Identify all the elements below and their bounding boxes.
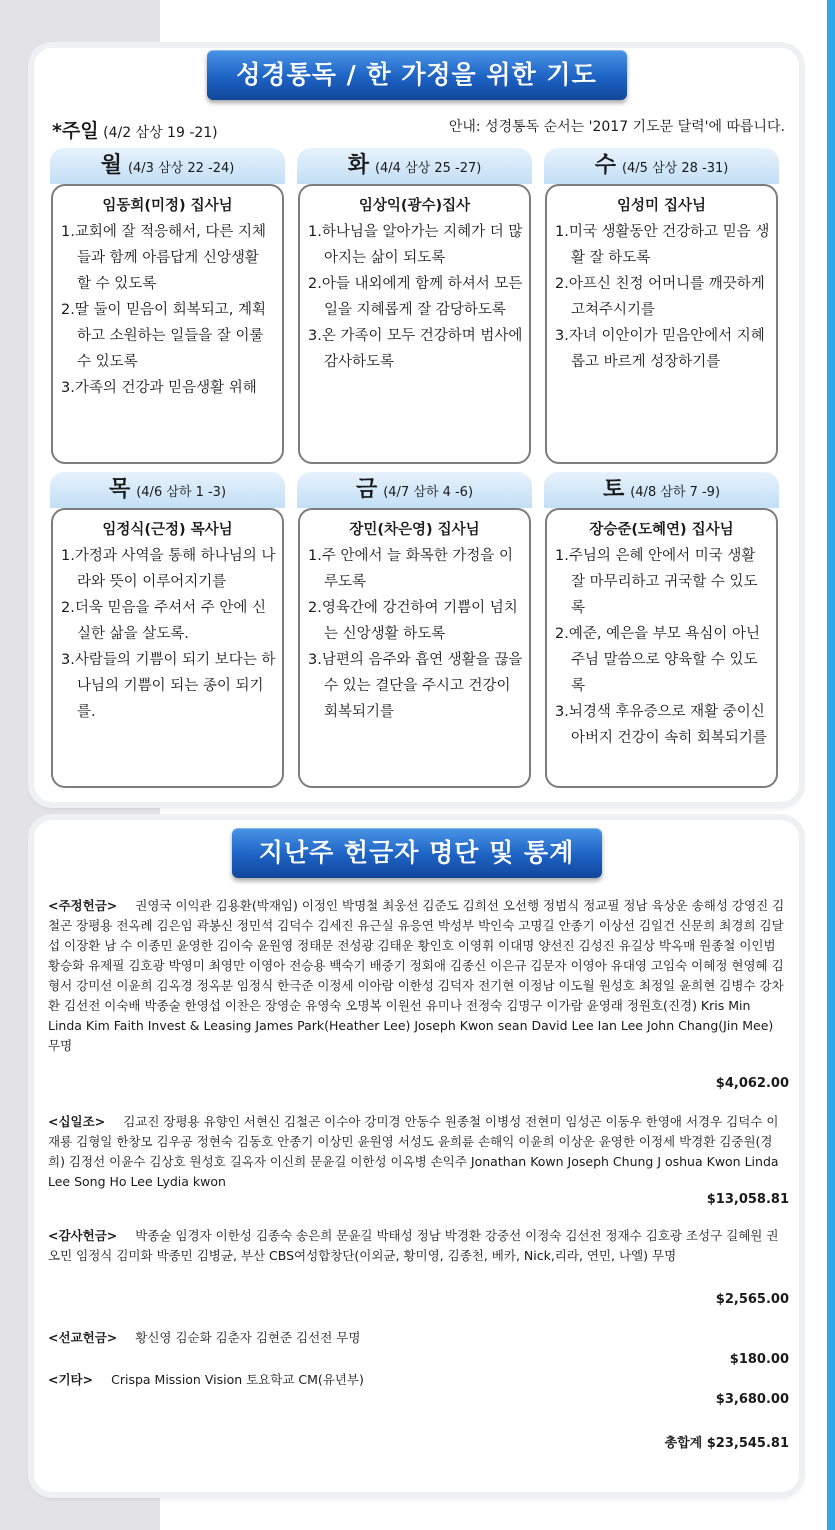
day-card-sat (545, 508, 778, 788)
right-blue-strip (827, 0, 835, 1530)
prayer-panel (34, 48, 799, 802)
prayer-item: 2.영육간에 강건하여 기쁨이 넘치는 신앙생활 하도록 (308, 600, 518, 642)
offering-amount: $13,058.81 (706, 1192, 789, 1207)
day-tab-fri (297, 472, 532, 508)
prayer-item: 1.주님의 은혜 안에서 미국 생활 잘 마무리하고 귀국할 수 있도록 (555, 548, 758, 616)
day-card-wed (545, 184, 778, 464)
prayer-item: 1.하나님을 알아가는 지혜가 더 많아지는 삶이 되도록 (308, 224, 523, 266)
prayer-item: 1.주 안에서 늘 화목한 가정을 이루도록 (308, 548, 513, 590)
prayer-item: 2.딸 둘이 믿음이 회복되고, 계획하고 소원하는 일들을 잘 이룰 수 있도록 (61, 302, 266, 370)
day-tab-sat (544, 472, 779, 508)
day-tab-mon (50, 148, 285, 184)
offering-title: 지난주 헌금자 명단 및 통계 (232, 828, 602, 878)
prayer-item: 2.아프신 친정 어머니를 깨끗하게 고쳐주시기를 (555, 276, 765, 318)
day-tab-wed (544, 148, 779, 184)
family-name: 장승준(도혜연) 집사님 (589, 522, 734, 538)
day-card-fri (298, 508, 531, 788)
day-name: 금 (355, 477, 378, 502)
reading-notice: 안내: 성경통독 순서는 '2017 기도문 달력'에 따릅니다. (448, 119, 785, 135)
offering-names: Crispa Mission Vision 토요학교 CM(유년부) (111, 1372, 364, 1387)
day-card-thu (51, 508, 284, 788)
day-card-tue (298, 184, 531, 464)
offering-names: 황신영 김순화 김춘자 김현준 김선전 무명 (135, 1330, 361, 1345)
prayer-title: 성경통독 / 한 가정을 위한 기도 (207, 50, 627, 100)
prayer-item: 3.가족의 건강과 믿음생활 위해 (61, 380, 257, 396)
offering-amount: $3,680.00 (715, 1392, 789, 1407)
offering-group-thanks (48, 1226, 788, 1266)
offering-names: 박종술 임경자 이한성 김종숙 송은희 문윤길 박태성 정남 박경환 강중선 이정숙 김선전 정재수 김호광 조성구 길혜원 권오민 임정식 김미화 박종민 김병균, 부산 CBS여성합창단(이외균, 황미영, 김종천, 베카, Nick,리라, 연민, 나엘) 무명 (48, 1228, 779, 1263)
offering-label: <기타> (48, 1372, 94, 1387)
day-name: 월 (100, 153, 122, 178)
offering-amount: $180.00 (729, 1352, 789, 1367)
offering-names: 김교진 장평용 유향인 서현신 김철곤 이수아 강미경 안동수 원종철 이병성 전현미 임성곤 이동우 한영애 서경우 김덕수 이재룡 김형일 한창모 김우공 정현숙 김동호 안종기 이상민 윤원영 서성도 윤희륜 손해익 이윤희 이상운 윤영한 이정세 박경환 김중원(경희) 김정선 이윤수 김상호 원성호 길옥자 이신희 문윤길 이한성 이옥병 손익주 Jonathan Kown Joseph Chung J oshua Kwon Linda Lee Song Ho Lee Lydia kwon (48, 1114, 779, 1189)
day-tab-tue (297, 148, 532, 184)
prayer-item: 3.자녀 이안이가 믿음안에서 지혜롭고 바르게 성장하기를 (555, 328, 765, 370)
day-ref: (4/8 삼하 7 -9) (630, 485, 721, 500)
day-ref: (4/6 삼하 1 -3) (136, 485, 227, 500)
offering-label: <주정헌금> (48, 898, 118, 913)
offering-names: 권영국 이익관 김용환(박재임) 이정인 박명철 최웅선 김준도 김희선 오선행 정범식 정교필 정남 육상운 송해성 강영진 김철곤 장평용 전옥례 김은임 곽봉신 정민석 김덕수 김세진 유근실 유응연 박성부 박인숙 고명길 안종기 이상선 김일건 신문희 최경희 김달섭 이장환 남 수 이종민 윤영한 김이숙 윤원영 정태문 전성광 김태운 황인호 이영휘 이대명 양선진 김성진 유길상 박옥매 원종철 이인범 황승화 유제필 김호광 박영미 최영만 이영아 전승용 백숙기 배중기 정회애 김종신 이은규 김문자 이영아 유대영 고임숙 이혜정 현영혜 김형서 강미선 이윤희 김옥경 정옥분 임정식 한극준 이정세 이아람 이한성 김덕자 전기현 이정남 이도월 원성호 최정일 윤희현 김병수 강차환 김선전 이숙배 박종술 한영섭 이찬은 장영순 유영숙 오명복 이원선 유미나 전정숙 김명구 이가람 윤영래 정원호(진경) Kris Min Linda Kim Faith Invest & Leasing James Park(Heather Lee) Joseph Kwon sean David Lee Ian Lee John Chang(Jin Mee) 무명 (48, 898, 785, 1053)
offering-group-tithe (48, 1112, 788, 1192)
offering-label: <감사헌금> (48, 1228, 118, 1243)
offering-group-tithe-weekly (48, 896, 788, 1056)
family-name: 임동희(미정) 집사님 (102, 198, 233, 214)
family-name: 임상익(광수)집사 (358, 198, 471, 214)
prayer-item: 2.아들 내외에게 함께 하셔서 모든 일을 지혜롭게 잘 감당하도록 (308, 276, 523, 318)
offering-label: <십일조> (48, 1114, 106, 1129)
day-ref: (4/4 삼상 25 -27) (374, 161, 482, 176)
family-name: 장민(차은영) 집사님 (349, 522, 480, 538)
sunday-reading (52, 116, 218, 143)
prayer-item: 3.온 가족이 모두 건강하며 범사에 감사하도록 (308, 328, 523, 370)
day-ref: (4/7 삼하 4 -6) (383, 485, 474, 500)
prayer-item: 3.사람들의 기쁨이 되기 보다는 하나님의 기쁨이 되는 종이 되기를. (61, 652, 276, 720)
family-name: 임정식(근정) 목사님 (102, 522, 233, 538)
prayer-item: 2.예준, 예은을 부모 욕심이 아닌 주님 말씀으로 양육할 수 있도록 (555, 626, 760, 694)
day-name: 화 (347, 153, 369, 178)
offering-amount: $4,062.00 (715, 1076, 789, 1091)
prayer-item: 2.더욱 믿음을 주셔서 주 안에 신실한 삶을 살도록. (61, 600, 266, 642)
prayer-item: 3.뇌경색 후유증으로 재활 중이신 아버지 건강이 속히 회복되기를 (555, 704, 767, 746)
total-amount: $23,545.81 (706, 1436, 789, 1451)
offering-label: <선교헌금> (48, 1330, 118, 1345)
day-name: 수 (594, 153, 616, 178)
offering-amount: $2,565.00 (715, 1292, 789, 1307)
day-card-mon (51, 184, 284, 464)
sunday-label: *주일 (52, 120, 99, 142)
prayer-item: 1.미국 생활동안 건강하고 믿음 생활 잘 하도록 (555, 224, 770, 266)
day-name: 목 (108, 477, 131, 502)
prayer-item: 1.교회에 잘 적응해서, 다른 지체들과 함께 아름답게 신앙생활 할 수 있도록 (61, 224, 266, 292)
day-ref: (4/3 삼상 22 -24) (127, 161, 235, 176)
offering-total (665, 1432, 789, 1451)
sunday-ref: (4/2 삼상 19 -21) (103, 125, 218, 141)
day-tab-thu (50, 472, 285, 508)
offering-group-other (48, 1370, 788, 1390)
family-name: 임성미 집사님 (616, 198, 707, 214)
offering-panel (34, 820, 799, 1492)
prayer-item: 3.남편의 음주와 흡연 생활을 끊을 수 있는 결단을 주시고 건강이 회복되기를 (308, 652, 523, 720)
prayer-item: 1.가정과 사역을 통해 하나님의 나라와 뜻이 이루어지기를 (61, 548, 276, 590)
day-name: 토 (602, 477, 625, 502)
day-ref: (4/5 삼상 28 -31) (621, 161, 729, 176)
offering-group-mission (48, 1328, 788, 1348)
total-label: 총합계 (664, 1436, 703, 1451)
